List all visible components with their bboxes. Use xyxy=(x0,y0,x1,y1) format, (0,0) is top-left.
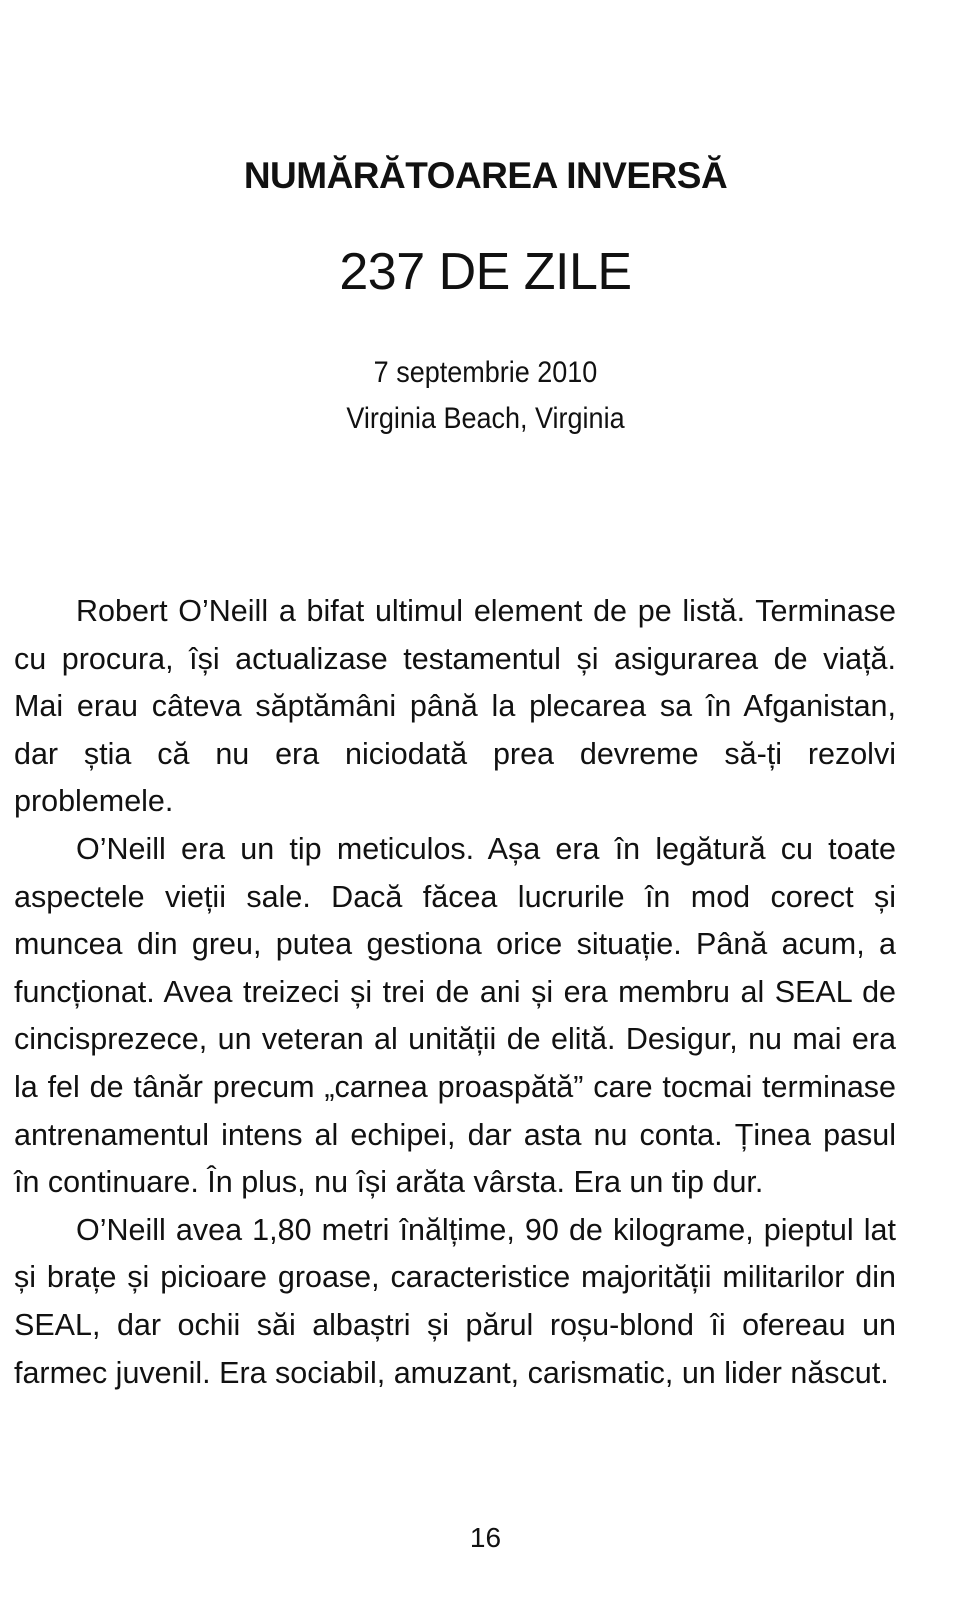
date-text: 7 septembrie 2010 xyxy=(373,356,598,389)
dateline xyxy=(49,350,923,442)
paragraph: O’Neill era un tip meticulos. Așa era în legătură cu toate aspectele vieții sale. Dacă făcea lucrurile în mod corect și muncea din greu, putea gestiona orice situație. Până acum, a funcționat. Avea treizeci și trei de ani și era membru al SEAL de cincisprezece, un veteran al unității de elită. Desigur, nu mai era la fel de tânăr precum „carnea proaspătă” care tocmai terminase antrenamentul intens al echipei, dar asta nu conta. Ținea pasul în continuare. În plus, nu își arăta vârsta. Era un tip dur. xyxy=(14,831,896,1200)
page-number: 16 xyxy=(469,1522,502,1553)
location-text: Virginia Beach, Virginia xyxy=(346,402,625,435)
section-title: NUMĂRĂTOAREA INVERSĂ xyxy=(243,155,728,196)
body-text xyxy=(14,588,896,1397)
paragraph: Robert O’Neill a bifat ultimul element de pe listă. Terminase cu procura, își actualizase testamentul și asigurarea de viață. Mai erau câteva săptămâni până la plecarea sa în Afganistan, dar știa că nu era niciodată prea devreme să-ți rezolvi problemele. xyxy=(14,594,896,819)
paragraph: O’Neill avea 1,80 metri înălțime, 90 de kilograme, pieptul lat și brațe și picioare groase, caracteristice majorității militarilor din SEAL, dar ochii săi albaștri și părul roșu-blond îi ofereau un farmec juvenil. Era sociabil, amuzant, carismatic, un lider născut. xyxy=(14,1212,896,1390)
countdown-heading: 237 DE ZILE xyxy=(339,243,632,301)
